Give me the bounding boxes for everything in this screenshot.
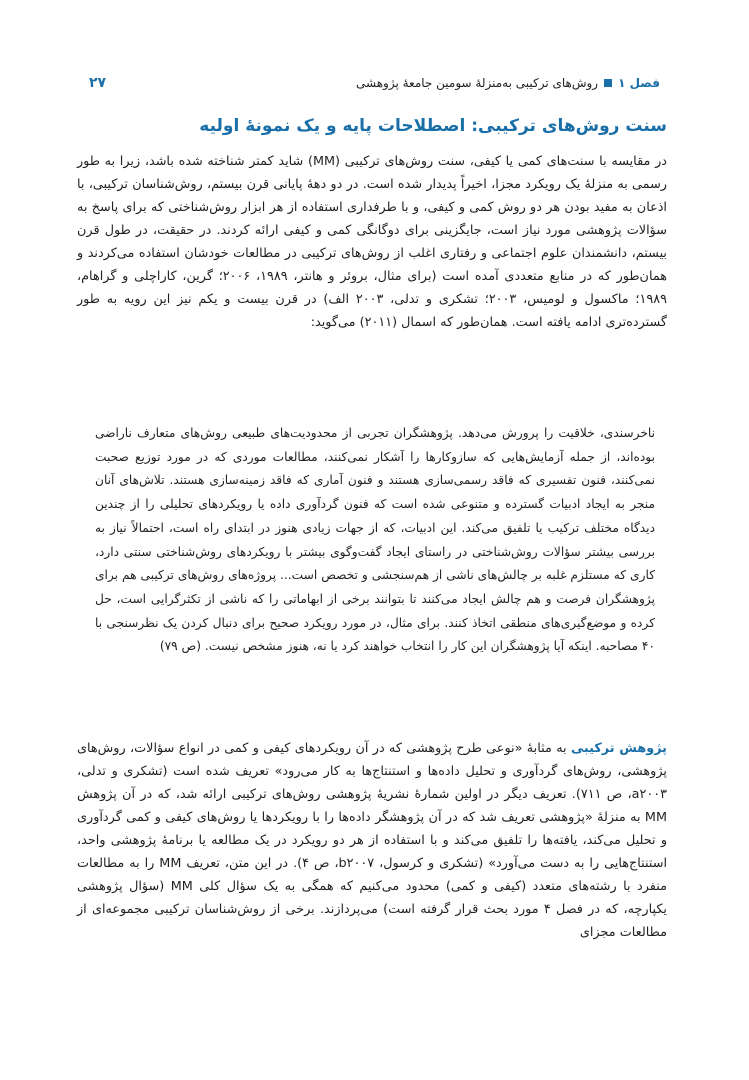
running-header-title-group (356, 76, 660, 90)
chapter-title: روش‌های ترکیبی به‌منزلهٔ سومین جامعهٔ پژوهشی (356, 76, 599, 90)
square-bullet-icon (604, 79, 612, 87)
definition-text: به مثابهٔ «نوعی طرح پژوهشی که در آن رویکردهای کیفی و کمی در انواع سؤالات، روش‌های پژوهشی، روش‌های گردآوری و تحلیل داده‌ها و استنتاج‌ها به کار می‌رود» تعریف شده است (تشکری و تدلی، a۲۰۰۳، ص ۷۱۱). تعریف دیگر در اولین شمارهٔ نشریهٔ پژوهشی روش‌های ترکیبی ارائه شد، که در آن پژوهش MM به منزلهٔ «پژوهشی تعریف شد که در آن پژوهشگر داده‌ها را با رویکردها یا روش‌های کیفی و کمی گردآوری و تحلیل می‌کند، یافته‌ها را تلفیق می‌کند و با استفاده از هر دو رویکرد در یک مطالعه یا برنامهٔ پژوهشی واحد، استنتاج‌هایی را به دست می‌آورد» (تشکری و کرسول، b۲۰۰۷، ص ۴). در این متن، تعریف MM را به مطالعات منفرد با رشته‌های متعدد (کیفی و کمی) محدود می‌کنیم که همگی به یک سؤال کلی MM (سؤال پژوهشی یکپارچه، که در فصل ۴ مورد بحث قرار گرفته است) می‌پردازند. برخی از روش‌شناسان ترکیبی مجموعه‌ای از مطالعات مجزای (77, 741, 668, 940)
block-quote: ناخرسندی، خلاقیت را پرورش می‌دهد. پژوهشگران تجربی از محدودیت‌های طبیعی روش‌های متعارف ناراضی بوده‌اند، از جمله آزمایش‌هایی که سازوکارها را آشکار نمی‌کنند، مطالعات موردی که در مورد توزیع صحبت نمی‌کنند، فنون تفسیری که فاقد رسمی‌سازی هستند و فنون آماری که فاقد زمینه‌سازی هستند. تلاش‌های آنان منجر به ایجاد ادبیات گسترده و متنوعی شده است که فنون گردآوری داده یا رویکردهای تحلیلی را از چندین دیدگاه مختلف ترکیب یا تلفیق می‌کند. این ادبیات، که از جهات زیادی هنوز در ابتدای راه است، احتمالاً نیاز به بررسی بیشتر سؤالات روش‌شناختی در راستای ایجاد گفت‌وگوی بیشتر با رویکردهای روش‌شناختی سنتی دارد، کاری که مستلزم غلبه بر چالش‌های ناشی از هم‌سنجشی و تخصص است... پروژه‌های روش‌های ترکیبی هم برای پژوهشگران فرصت و هم چالش ایجاد می‌کنند تا بتوانند برخی از ابهاماتی را که ناشی از تکثرگرایی است، حل کرده و موضع‌گیری‌های منطقی اتخاذ کنند. برای مثال، در مورد رویکرد صحیح برای دنبال کردن یک نظرسنجی با ۴۰ مصاحبه. اینکه آیا پژوهشگران این کار را انتخاب خواهند کرد یا نه، هنوز مشخص نیست. (ص ۷۹) (95, 426, 655, 654)
chapter-label: فصل ۱ (618, 76, 660, 90)
defined-term: پژوهش ترکیبی (570, 741, 667, 756)
running-header (89, 70, 660, 96)
page-number: ۲۷ (89, 75, 107, 91)
body-paragraph-intro: در مقایسه با سنت‌های کمی یا کیفی، سنت روش‌های ترکیبی (MM) شاید کمتر شناخته شده باشد، زیرا به طور رسمی به منزلهٔ یک رویکرد مجزا، اخیراً پدیدار شده است. در دو دههٔ پایانی قرن بیستم، روش‌شناسان ترکیبی، با اذعان به مفید بودن هر دو روش کمی و کیفی، و با طرفداری استفاده از هر ابزار روش‌شناختی که برای پاسخ به سؤالات پژوهشی مورد نیاز است، جایگزینی برای دوگانگی کمی و کیفی ارائه کردند. در حقیقت، در طول قرن بیستم، دانشمندان علوم اجتماعی و رفتاری اغلب از روش‌های ترکیبی در مطالعات خودشان استفاده می‌کردند و همان‌طور که در منابع متعددی آمده است (برای مثال، بروئر و هانتر، ۱۹۸۹، ۲۰۰۶؛ گرین، کاراچلی و گراهام، ۱۹۸۹؛ ماکسول و لومیس، ۲۰۰۳؛ تشکری و تدلی، ۲۰۰۳ الف) در قرن بیست و یکم نیز این رویه به طور گسترده‌تری ادامه یافته است. همان‌طور که اسمال (۲۰۱۱) می‌گوید: (77, 154, 667, 330)
body-paragraph-definition (77, 737, 667, 989)
section-heading: سنت روش‌های ترکیبی: اصطلاحات پایه و یک نمونهٔ اولیه (199, 116, 667, 136)
